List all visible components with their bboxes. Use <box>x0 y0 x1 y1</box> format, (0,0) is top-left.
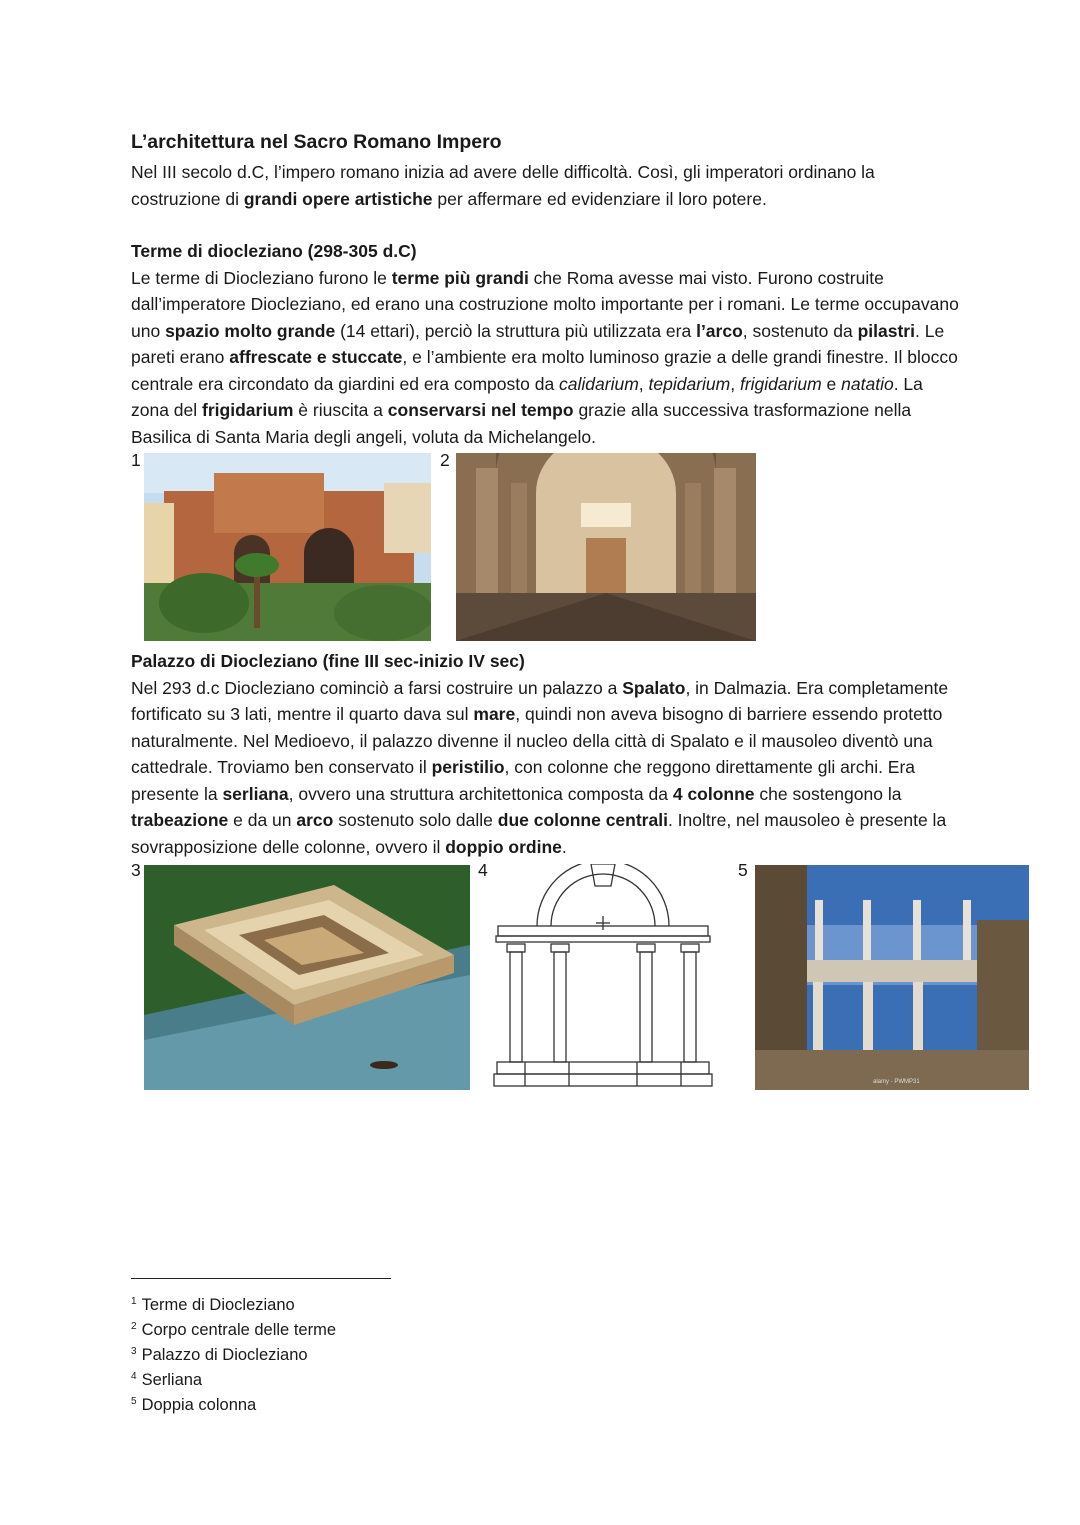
photo-terme-exterior <box>144 453 431 641</box>
text-run: è riuscita a <box>293 400 388 420</box>
figure-number-1: 1 <box>131 450 141 470</box>
document-page <box>131 128 961 1100</box>
figure-number-5: 5 <box>738 860 748 880</box>
text-run: Nel III secolo d.C, l’impero romano inizia ad avere delle difficoltà. Così, gli imperatori ordinano la costruzione di <box>131 162 875 209</box>
text-run: spazio molto grande <box>165 320 336 341</box>
text-run: calidarium <box>559 373 639 394</box>
text-run: . Inoltre, nel mausoleo è presente la sovrapposizione delle colonne, ovvero il <box>131 810 947 857</box>
text-run: e <box>821 373 842 394</box>
text-run: , <box>730 373 740 394</box>
section-body-terme <box>131 265 961 451</box>
section-heading-terme: Terme di diocleziano (298-305 d.C) <box>131 241 417 261</box>
footnote-divider <box>131 1278 391 1279</box>
text-run: doppio ordine <box>445 836 562 857</box>
text-run: (14 ettari), perciò la struttura più utilizzata era <box>335 320 697 341</box>
text-run: Le terme di Diocleziano furono le <box>131 267 392 288</box>
footnote-item: $^5$ Doppia colonna <box>131 1396 257 1414</box>
text-run: , e l’ambiente era molto luminoso grazie a delle grandi finestre. Il blocco centrale era circondato da giardini ed era composto da <box>131 347 958 394</box>
text-run: pilastri <box>857 320 915 341</box>
figure-number-4: 4 <box>478 860 488 880</box>
text-run: per affermare ed evidenziare il loro potere. <box>432 188 767 209</box>
text-run: , con colonne che reggono direttamente gli archi. Era presente la <box>131 757 916 804</box>
footnotes <box>131 1278 731 1416</box>
text-run: Nel 293 d.c Diocleziano cominciò a farsi costruire un palazzo a <box>131 677 623 698</box>
figure-row-terme <box>131 450 961 648</box>
text-run: e da un <box>228 810 297 830</box>
text-run: sostenuto solo dalle <box>333 810 498 830</box>
text-run: terme più grandi <box>391 267 529 288</box>
text-run: due colonne centrali <box>497 810 668 830</box>
text-run: l’arco <box>696 320 743 341</box>
footnote-item: $^2$ Corpo centrale delle terme <box>131 1321 336 1339</box>
figure-row-palazzo <box>131 860 961 1100</box>
page-title: L’architettura nel Sacro Romano Impero <box>131 131 502 153</box>
text-run: , ovvero una struttura architettonica composta da <box>288 783 673 804</box>
photo-watermark: alamy - PWMP31 <box>873 1079 920 1085</box>
footnote-item: $^4$ Serliana <box>131 1371 203 1389</box>
text-run: che Roma avesse mai visto. Furono costruite dall’imperatore Diocleziano, ed erano una costruzione molto importante per i romani. Le terme occupavano uno <box>131 267 959 341</box>
photo-doppia-colonna <box>755 865 1029 1090</box>
figure-number-3: 3 <box>131 860 141 880</box>
text-run: peristilio <box>431 757 505 777</box>
section-body-palazzo <box>131 675 961 861</box>
text-run: , sostenuto da <box>742 320 858 341</box>
text-run: frigidarium <box>739 373 822 394</box>
section-heading-palazzo: Palazzo di Diocleziano (fine III sec-inizio IV sec) <box>131 651 525 671</box>
text-run: mare <box>473 704 516 724</box>
text-run: 4 colonne <box>672 783 755 804</box>
text-run: natatio <box>841 373 894 394</box>
illustration-palazzo <box>144 865 470 1090</box>
photo-terme-interior <box>456 453 756 641</box>
text-run: grandi opere artistiche <box>243 188 433 209</box>
text-run: conservarsi nel tempo <box>387 400 574 420</box>
text-run: trabeazione <box>131 810 229 830</box>
text-run: tepidarium <box>648 373 731 394</box>
footnote-item: $^3$ Palazzo di Diocleziano <box>131 1346 308 1364</box>
text-run: . La zona del <box>131 373 923 420</box>
text-run: . Le pareti erano <box>131 320 945 367</box>
footnote-item: $^1$ Terme di Diocleziano <box>131 1296 295 1314</box>
text-run: arco <box>296 810 334 830</box>
text-run: . <box>561 836 567 857</box>
text-run: serliana <box>222 783 289 804</box>
text-run: , in Dalmazia. Era completamente fortificato su 3 lati, mentre il quarto dava sul <box>131 677 949 724</box>
text-run: Spalato <box>622 677 686 698</box>
text-run: , quindi non aveva bisogno di barriere essendo protetto naturalmente. Nel Medioevo, il palazzo divenne il nucleo della città di Spalato e il mausoleo diventò una cattedrale. Troviamo ben conservato il <box>131 704 943 777</box>
text-run: che sostengono la <box>754 783 902 804</box>
intro-paragraph <box>131 159 961 212</box>
text-run: grazie alla successiva trasformazione nella Basilica di Santa Maria degli angeli, voluta da Michelangelo. <box>131 400 912 447</box>
text-run: affrescate e stuccate <box>229 347 403 367</box>
text-run: , <box>638 373 649 394</box>
text-run: frigidarium <box>202 400 294 420</box>
drawing-serliana <box>493 864 713 1092</box>
figure-number-2: 2 <box>440 450 450 470</box>
